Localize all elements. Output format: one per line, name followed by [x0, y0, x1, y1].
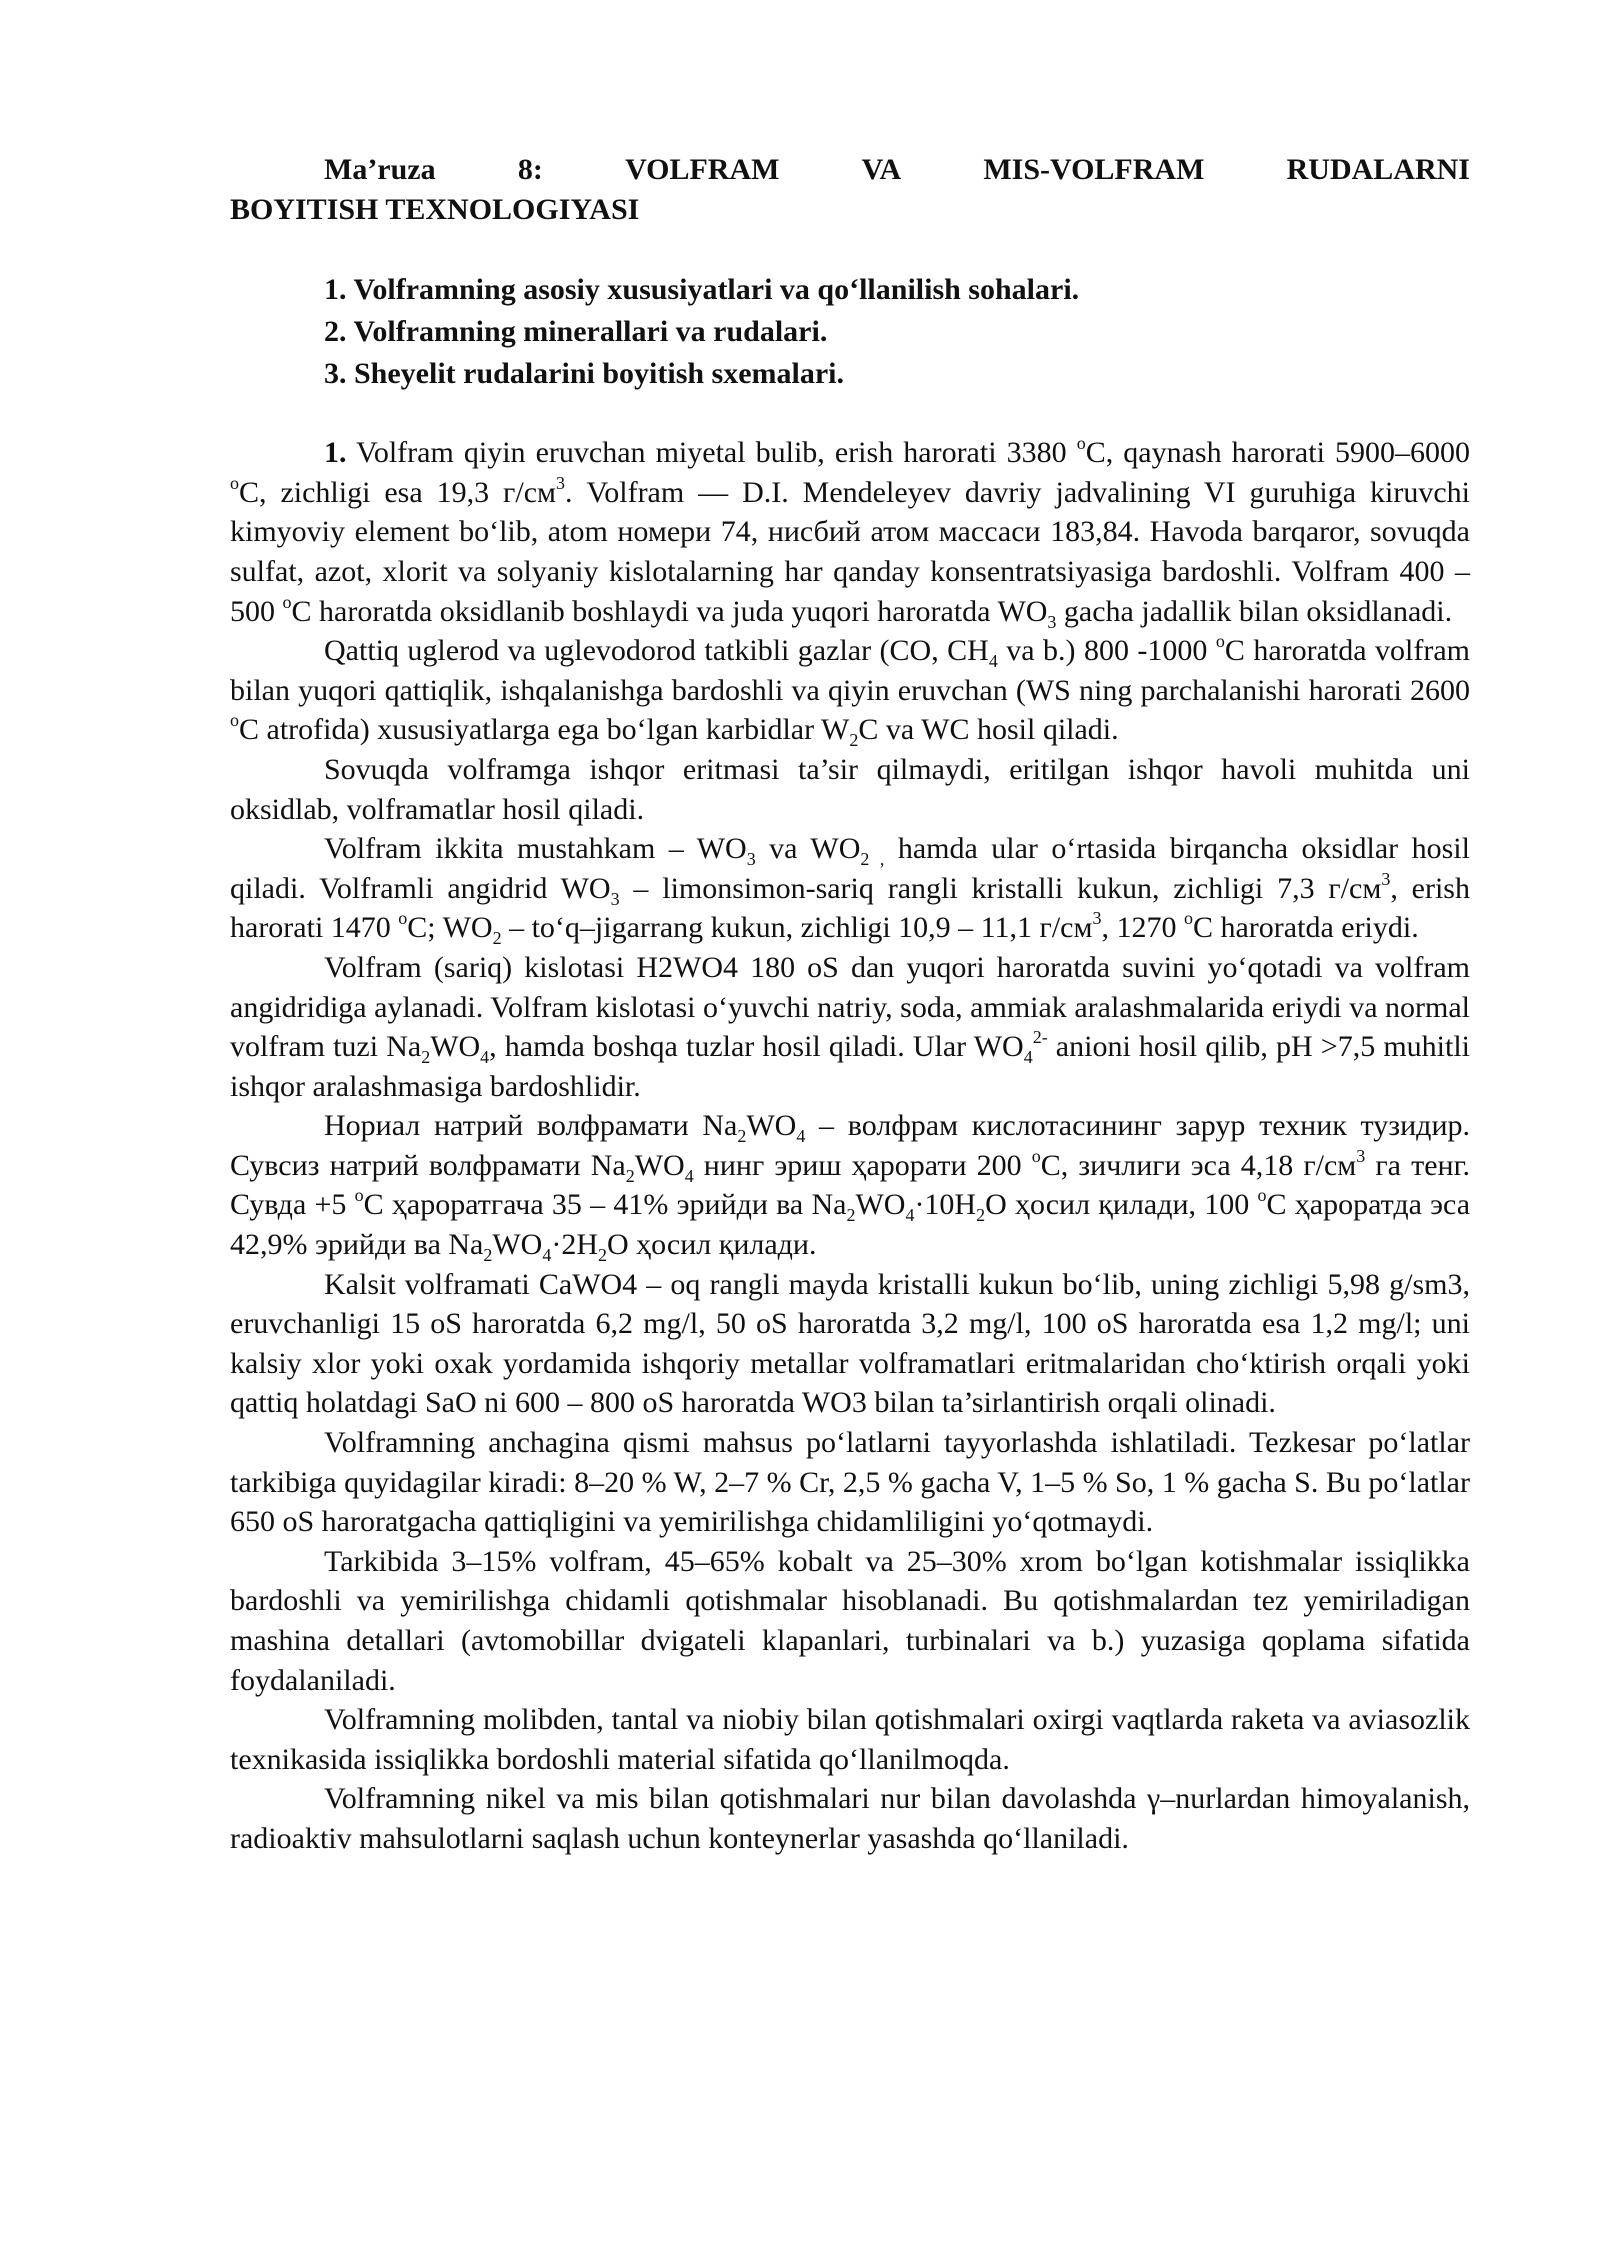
title-word: VA [861, 153, 902, 186]
paragraph: 1. Volfram qiyin eruvchan miyetal bulib, erish harorati 3380 $^o$C, qaynash harorati 5900–6000 $^o$C, zichligi esa 19,3 $г/см^3$. Volfram — D.I. Mendeleyev davriy jadvalining VI guruhiga kiruvchi kimyoviy element bo‘lib, atom номери 74, нисбий атом массаси 183,84. Havoda barqaror, sovuqda sulfat, azot, xlorit va solyaniy kislotalarning har qanday konsentratsiyasiga bardoshli. Volfram 400 – 500 $^o$C haroratda oksidlanib boshlaydi va juda yuqori haroratda $WO_3$ gacha jadallik bilan oksidlanadi. [230, 433, 1471, 632]
topic-item: 1. Volframning asosiy xususiyatlari va qo‘llanilish sohalari. [324, 273, 1080, 307]
paragraph: Qattiq uglerod va uglevodorod tatkibli gazlar (CO, $CH_4$ va b.) 800 -1000 $^o$C haroratda volfram bilan yuqori qattiqlik, ishqalanishga bardoshli va qiyin eruvchan (WS ning parchalanishi harorati 2600 $^o$C atrofida) xususiyatlarga ega bo‘lgan karbidlar $W_2C$ va WC hosil qiladi. [230, 631, 1471, 751]
topic-list [324, 269, 1470, 395]
paragraph: Sovuqda volframga ishqor eritmasi ta’sir qilmaydi, eritilgan ishqor havoli muhitda uni oksidlab, volframatlar hosil qiladi. [230, 752, 1470, 826]
paragraph: Tarkibida 3–15% volfram, 45–65% kobalt va 25–30% xrom bo‘lgan kotishmalar issiqlikka bardoshli va yemirilishga chidamli qotishmalar hisoblanadi. Bu qotishmalardan tez yemiriladigan mashina detallari (avtomobillar dvigateli klapanlari, turbinalari va b.) yuzasiga qoplama sifatida foydalaniladi. [230, 1544, 1470, 1697]
paragraph: Volframning molibden, tantal va niobiy bilan qotishmalari oxirgi vaqtlarda raketa va aviasozlik texnikasida issiqlikka bordoshli material sifatida qo‘llanilmoqda. [230, 1703, 1470, 1776]
paragraph: Volframning nikel va mis bilan qotishmalari nur bilan davolashda γ–nurlardan himoyalanish, radioaktiv mahsulotlarni saqlash uchun konteynerlar yasashda qo‘llaniladi. [230, 1782, 1470, 1855]
title-word: 8: [517, 153, 543, 186]
topic-item: 3. Sheyelit rudalarini boyitish sxemalari. [324, 357, 845, 391]
lecture-title-line1 [230, 150, 1470, 190]
title-word: RUDALARNI [1286, 153, 1470, 186]
paragraph: Нориал натрий волфрамати $Na_2WO_4$ – волфрам кислотасининг зарур техник тузидир. Сувсиз натрий волфрамати $Na_2WO_4$ нинг эриш ҳарорати 200 $^o$C, зичлиги эса 4,18 $г/см^3$ га тенг. Сувда +5 $^o$C ҳароратгача 35 – 41% эрийди ва $Na_2WO_4\cdot 10H_2O$ ҳосил қилади, 100 $^o$C ҳароратда эса 42,9% эрийди ва $Na_2WO_4\cdot 2H_2O$ ҳосил қилади. [230, 1109, 1471, 1266]
document-page [230, 150, 1470, 1859]
title-word: VOLFRAM [625, 153, 780, 186]
lecture-title-line2: BOYITISH TEXNOLOGIYASI [230, 192, 640, 226]
paragraph: Volfram (sariq) kislotasi H2WO4 180 oS dan yuqori haroratda suvini yo‘qotadi va volfram angidridiga aylanadi. Volfram kislotasi o‘yuvchi natriy, soda, ammiak aralashmalarida eriydi va normal volfram tuzi $Na_2WO_4$, hamda boshqa tuzlar hosil qiladi. Ular $WO_4^{2-}$ anioni hosil qilib, pH >7,5 muhitli ishqor aralashmasiga bardoshlidir. [230, 950, 1471, 1103]
topic-item: 2. Volframning minerallari va rudalari. [324, 315, 828, 349]
title-word: MIS-VOLFRAM [983, 153, 1205, 186]
title-word: Ma’ruza [324, 153, 436, 186]
paragraph: Volfram ikkita mustahkam – $WO_3$ va $WO_{2 ,}$ hamda ular o‘rtasida birqancha oksidlar hosil qiladi. Volframli angidrid $WO_3$ – limonsimon-sariq rangli kristalli kukun, zichligi 7,3 $г/см^3$, erish harorati 1470 $^o$C; $WO_2$ – to‘q–jigarrang kukun, zichligi 10,9 – 11,1 $г/см^3$, 1270 $^o$C haroratda eriydi. [230, 832, 1470, 949]
paragraph: Kalsit volframati CaWO4 – oq rangli mayda kristalli kukun bo‘lib, uning zichligi 5,98 g/sm3, eruvchanligi 15 oS haroratda 6,2 mg/l, 50 oS haroratda 3,2 mg/l, 100 oS haroratda esa 1,2 mg/l; uni kalsiy xlor yoki oxak yordamida ishqoriy metallar volframatlari eritmalaridan cho‘ktirish orqali yoki qattiq holatdagi SaO ni 600 – 800 oS haroratda WO3 bilan ta’sirlantirish orqali olinadi. [230, 1267, 1470, 1420]
paragraph: Volframning anchagina qismi mahsus po‘latlarni tayyorlashda ishlatiladi. Tezkesar po‘latlar tarkibiga quyidagilar kiradi: 8–20 % W, 2–7 % Cr, 2,5 % gacha V, 1–5 % So, 1 % gacha S. Bu po‘latlar 650 oS haroratgacha qattiqligini va yemirilishga chidamliligini yo‘qotmaydi. [230, 1426, 1470, 1539]
